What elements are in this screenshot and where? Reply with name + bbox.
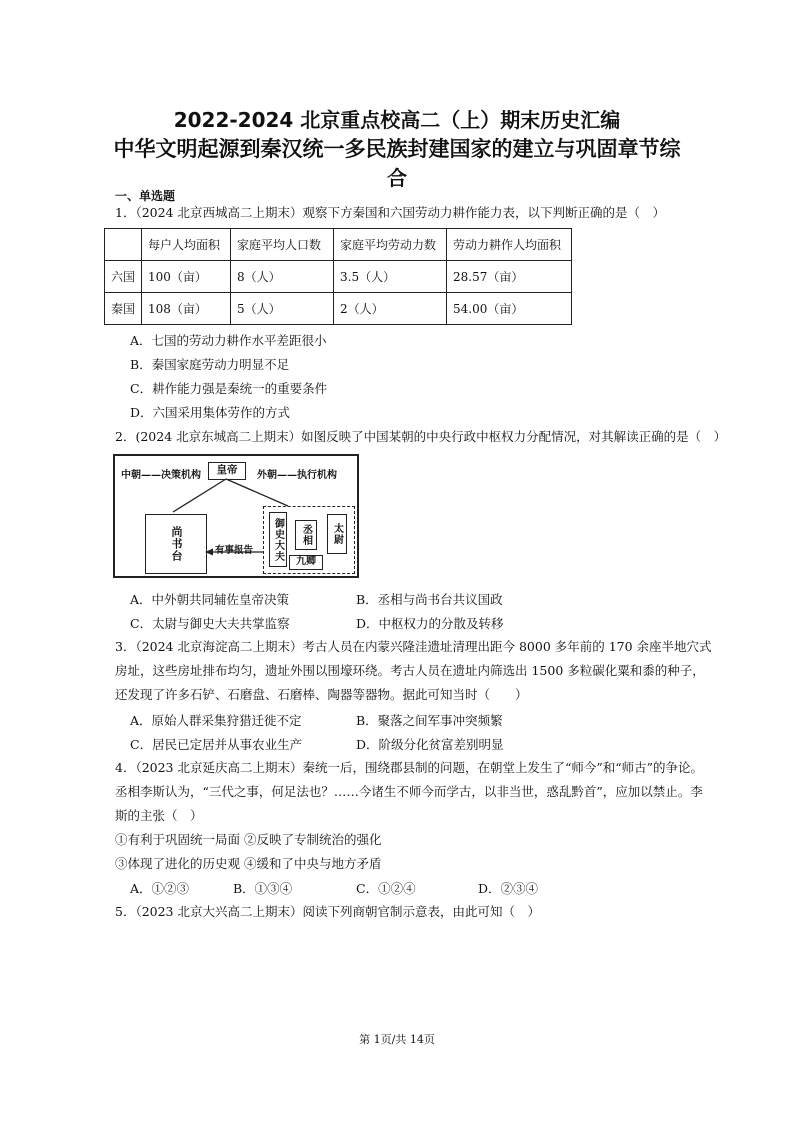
inner-court-label: 中朝——决策机构: [121, 470, 201, 481]
question-4-line3: 斯的主张（ ）: [115, 808, 203, 823]
table-row: [105, 293, 572, 325]
q1-option-d: D．六国采用集体劳作的方式: [130, 405, 291, 420]
outer-court-label: 外朝——执行机构: [257, 470, 337, 481]
q3-option-b: B．聚落之间军事冲突频繁: [356, 713, 503, 728]
central-government-diagram: [113, 454, 359, 578]
question-3-line1: 3．（2024 北京海淀高二上期末）考古人员在内蒙兴隆洼遗址清理出距今 8000 多年前的 170 余座半地穴式: [115, 639, 712, 654]
table-header-cell: 每户人均面积: [142, 229, 231, 261]
table-cell: 54.00（亩）: [447, 293, 572, 325]
table-cell: 8（人）: [231, 261, 334, 293]
q1-option-c: C．耕作能力强是秦统一的重要条件: [130, 381, 328, 396]
table-cell: 六国: [105, 261, 142, 293]
q3-option-d: D．阶级分化贫富差别明显: [356, 737, 504, 752]
table-header-cell: 家庭平均劳动力数: [334, 229, 447, 261]
yushi-box: 御史大夫: [269, 512, 287, 567]
question-4-statements-1: ①有利于巩固统一局面 ②反映了专制统治的强化: [115, 832, 382, 847]
table-header-cell: 家庭平均人口数: [231, 229, 334, 261]
section-heading: 一、单选题: [115, 189, 176, 203]
table-cell: 秦国: [105, 293, 142, 325]
question-3-line3: 还发现了许多石铲、石磨盘、石磨棒、陶器等器物。据此可知当时（ ）: [115, 687, 528, 702]
question-4-line1: 4．（2023 北京延庆高二上期末）秦统一后，围绕郡县制的问题，在朝堂上发生了“师今”和“师古”的争论。: [115, 760, 704, 775]
q4-option-d: D．②③④: [478, 881, 539, 896]
q2-option-d: D．中枢权力的分散及转移: [356, 616, 504, 631]
question-5-stem: 5．（2023 北京大兴高二上期末）阅读下列商朝官制示意表，由此可知（ ）: [115, 904, 540, 919]
q4-option-b: B．①③④: [233, 881, 293, 896]
q1-option-b: B．秦国家庭劳动力明显不足: [130, 357, 290, 372]
table-row: [105, 261, 572, 293]
q2-option-a: A．中外朝共同辅佐皇帝决策: [130, 592, 290, 607]
taiwei-box: 太尉: [327, 514, 347, 554]
table-cell: 2（人）: [334, 293, 447, 325]
page-footer: 第 1页/共 14页: [359, 1033, 435, 1046]
q3-option-a: A．原始人群采集狩猎迁徙不定: [130, 713, 302, 728]
table-cell: 108（亩）: [142, 293, 231, 325]
emperor-box: 皇帝: [208, 462, 246, 480]
question-1-stem: 1．（2024 北京西城高二上期末）观察下方秦国和六国劳动力耕作能力表，以下判断正确的是（ ）: [115, 205, 665, 220]
document-title-line1: 2022-2024 北京重点校高二（上）期末历史汇编: [173, 108, 621, 132]
table-header-cell: 劳动力耕作人均面积: [447, 229, 572, 261]
shangshu-box: 尚书台: [145, 514, 207, 574]
table-cell: 28.57（亩）: [447, 261, 572, 293]
document-title-line2: 中华文明起源到秦汉统一多民族封建国家的建立与巩固章节综: [113, 137, 681, 161]
table-header-row: [105, 229, 572, 261]
labor-table: [104, 228, 572, 325]
q1-option-a: A．七国的劳动力耕作水平差距很小: [130, 333, 327, 348]
question-4-line2: 丞相李斯认为，“三代之事，何足法也？……今诸生不师今而学古，以非当世，惑乱黔首”，应加以禁止。李: [115, 784, 703, 799]
table-header-cell: [105, 229, 142, 261]
report-arrow-label: 有事报告: [215, 545, 254, 556]
chengxiang-box: 丞相: [295, 520, 317, 550]
q4-option-a: A．①②③: [130, 881, 190, 896]
question-4-statements-2: ③体现了进化的历史观 ④缓和了中央与地方矛盾: [115, 856, 382, 871]
q2-option-b: B．丞相与尚书台共议国政: [356, 592, 503, 607]
jiuqing-box: 九卿: [289, 555, 323, 570]
table-cell: 3.5（人）: [334, 261, 447, 293]
question-3-line2: 房址，这些房址排布均匀，遗址外围以围壕环绕。考古人员在遗址内筛选出 1500 多粒碳化粟和黍的种子，: [115, 663, 705, 678]
table-cell: 5（人）: [231, 293, 334, 325]
table-cell: 100（亩）: [142, 261, 231, 293]
document-title-line3: 合: [387, 166, 407, 190]
question-2-stem: 2．(2024 北京东城高二上期末）如图反映了中国某朝的中央行政中枢权力分配情况，对其解读正确的是（ ）: [115, 429, 727, 444]
q3-option-c: C．居民已定居并从事农业生产: [130, 737, 303, 752]
q4-option-c: C．①②④: [356, 881, 416, 896]
q2-option-c: C．太尉与御史大夫共掌监察: [130, 616, 290, 631]
